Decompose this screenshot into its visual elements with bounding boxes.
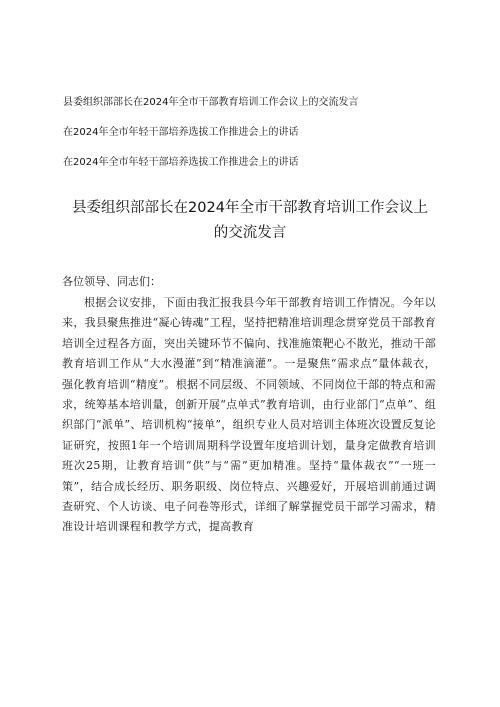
- table-of-contents: [63, 96, 463, 186]
- toc-item[interactable]: 在2024年全市年轻干部培养选拔工作推进会上的讲话: [63, 127, 299, 138]
- document-title: [40, 196, 460, 246]
- salutation: 各位领导、同志们：: [62, 275, 161, 288]
- document-title-line-2: 的交流发言: [213, 225, 287, 241]
- toc-item[interactable]: 县委组织部部长在2024年全市干部教育培训工作会议上的交流发言: [63, 97, 359, 108]
- document-title-line-1: 县委组织部部长在2024年全市干部教育培训工作会议上: [72, 200, 428, 216]
- toc-item[interactable]: 在2024年全市年轻干部培养选拔工作推进会上的讲话: [63, 157, 299, 168]
- body-paragraph: 根据会议安排，下面由我汇报我县今年干部教育培训工作情况。今年以来，我县聚焦推进“凝心铸魂”工程，坚持把精准培训理念贯穿党员干部教育培训全过程各方面，突出关键环节不偏向、找准施策靶心不散光，推动干部教育培训工作从“大水漫灌”到“精准滴灌”。一是聚焦“需求点”量体裁衣，强化教育培训“精度”。根据不同层级、不同领域、不同岗位干部的特点和需求，统筹基本培训量，创新开展“点单式”教育培训，由行业部门“点单”、组织部门“派单”、培训机构“接单”，组织专业人员对培训主体班次设置反复论证研究，按照1年一个培训周期科学设置年度培训计划，量身定做教育培训班次25期，让教育培训“供”与“需”更加精准。坚持“量体裁衣”“一班一策”，结合成长经历、职务职级、岗位特点、兴趣爱好，开展培训前通过调查研究、个人访谈、电子问卷等形式，详细了解掌握党员干部学习需求，精准设计培训课程和教学方式，提高教育: [62, 296, 436, 534]
